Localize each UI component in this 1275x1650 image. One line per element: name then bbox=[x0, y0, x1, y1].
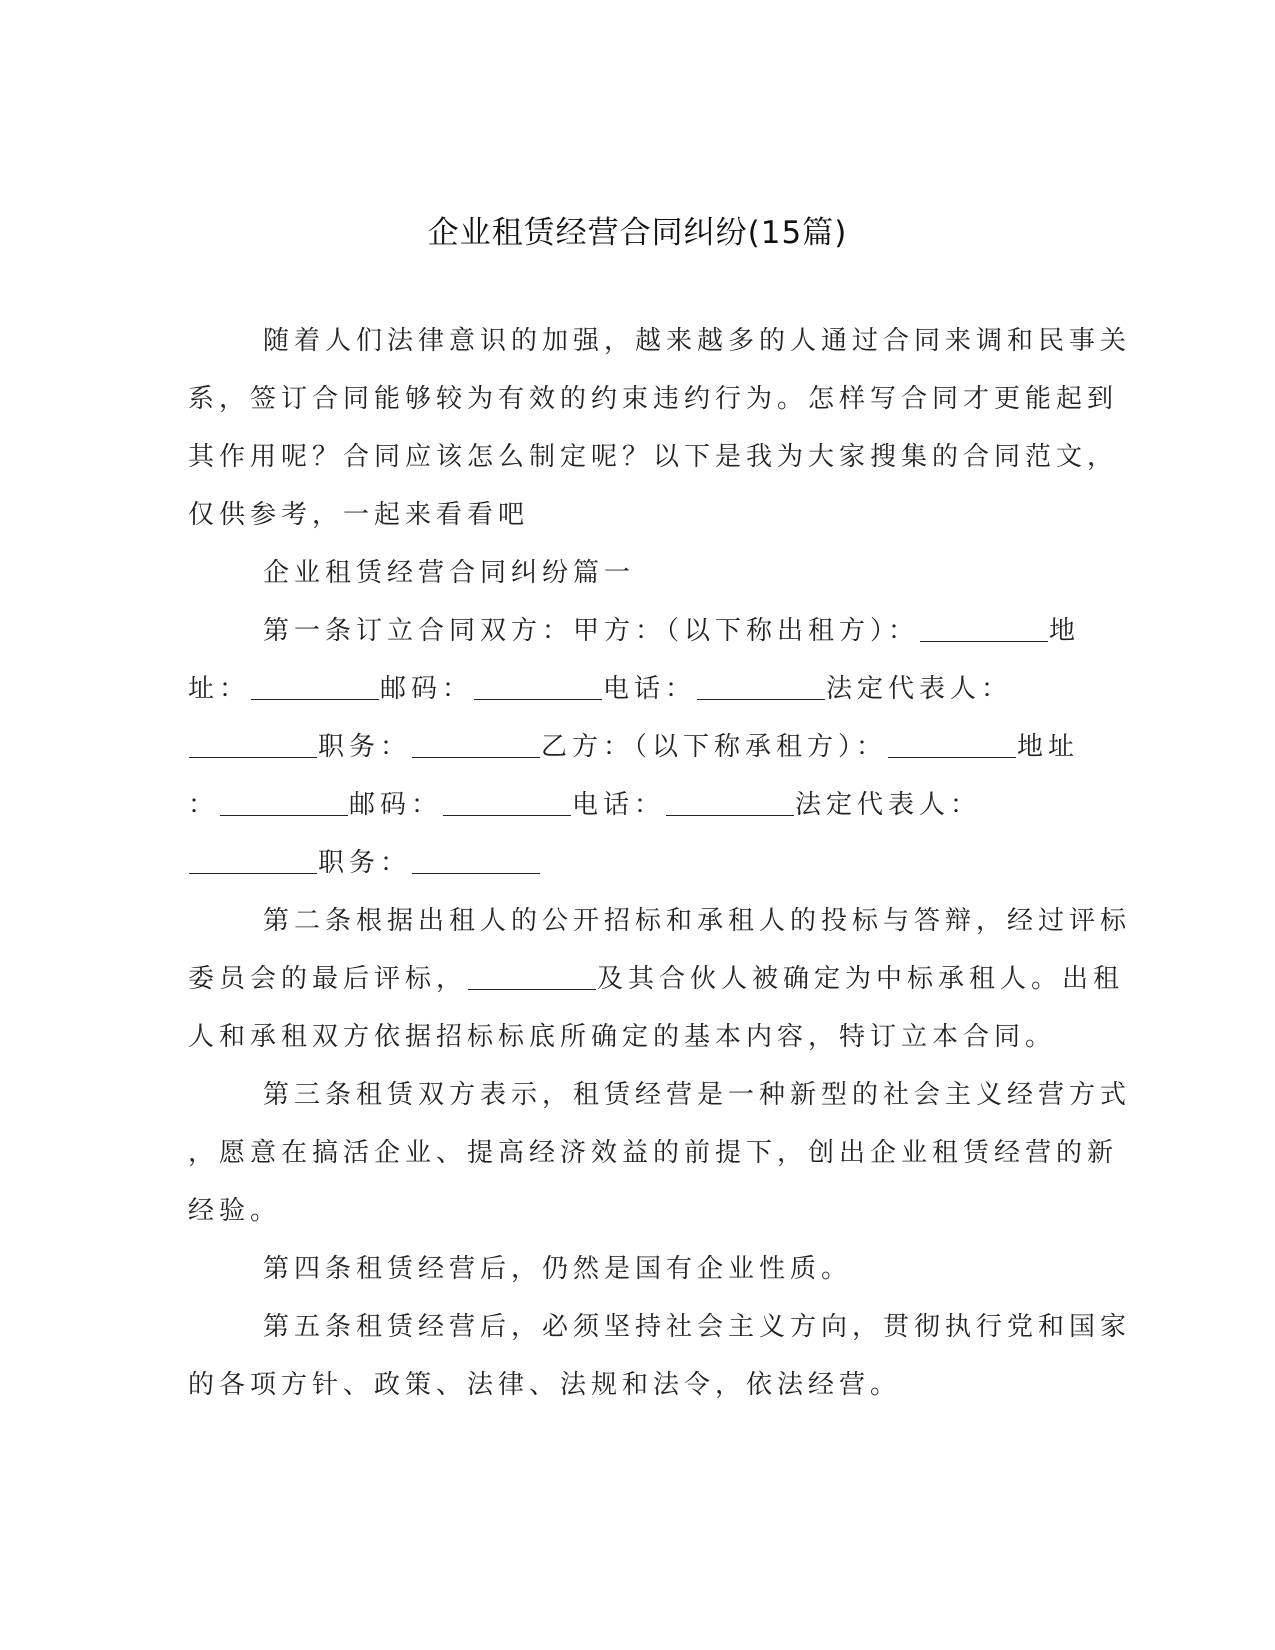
article-1-text: 乙方：（以下称承租方）： bbox=[541, 732, 888, 762]
article-1-text: 职务： bbox=[318, 848, 412, 878]
article-1-line-1 bbox=[263, 610, 1080, 647]
fill-blank[interactable] bbox=[666, 789, 794, 816]
article-2-text: 委员会的最后评标， bbox=[188, 964, 468, 994]
article-1-text: 法定代表人： bbox=[826, 674, 1013, 704]
article-1-text: 职务： bbox=[318, 732, 412, 762]
intro-line-3: 其作用呢？合同应该怎么制定呢？以下是我为大家搜集的合同范文， bbox=[188, 442, 1119, 472]
fill-blank[interactable] bbox=[468, 963, 596, 990]
article-1-text: 第一条订立合同双方：甲方：（以下称出租方）： bbox=[263, 616, 920, 646]
article-3-line-3: 经验。 bbox=[188, 1196, 282, 1226]
article-3-line-1: 第三条租赁双方表示，租赁经营是一种新型的社会主义经营方式 bbox=[263, 1080, 1132, 1110]
article-1-text: 地 bbox=[1049, 616, 1081, 646]
fill-blank[interactable] bbox=[251, 673, 379, 700]
article-2-line-2 bbox=[188, 958, 1124, 995]
article-1-line-4 bbox=[188, 784, 981, 821]
article-2-line-3: 人和承租双方依据招标标底所确定的基本内容，特订立本合同。 bbox=[188, 1022, 1057, 1052]
article-1-line-3 bbox=[188, 726, 1079, 763]
fill-blank[interactable] bbox=[443, 789, 571, 816]
fill-blank[interactable] bbox=[412, 731, 540, 758]
article-5-line-1: 第五条租赁经营后，必须坚持社会主义方向，贯彻执行党和国家 bbox=[263, 1312, 1132, 1342]
fill-blank[interactable] bbox=[412, 847, 540, 874]
article-2-text: 及其合伙人被确定为中标承租人。出租 bbox=[597, 964, 1125, 994]
article-2-line-1: 第二条根据出租人的公开招标和承租人的投标与答辩，经过评标 bbox=[263, 906, 1132, 936]
article-1-text: ： bbox=[188, 790, 220, 820]
article-1-text: 邮码： bbox=[380, 674, 474, 704]
fill-blank[interactable] bbox=[697, 673, 825, 700]
article-5-line-2: 的各项方针、政策、法律、法规和法令，依法经营。 bbox=[188, 1370, 902, 1400]
document-title: 企业租赁经营合同纠纷(15篇) bbox=[427, 215, 848, 251]
article-3-line-2: ，愿意在搞活企业、提高经济效益的前提下，创出企业租赁经营的新 bbox=[188, 1138, 1119, 1168]
section-heading: 企业租赁经营合同纠纷篇一 bbox=[263, 558, 636, 588]
intro-line-4: 仅供参考，一起来看看吧 bbox=[188, 500, 530, 530]
intro-line-1: 随着人们法律意识的加强，越来越多的人通过合同来调和民事关 bbox=[263, 326, 1132, 356]
article-1-text: 电话： bbox=[603, 674, 697, 704]
article-1-line-5 bbox=[188, 842, 541, 879]
article-1-text: 邮码： bbox=[349, 790, 443, 820]
article-1-text: 电话： bbox=[572, 790, 666, 820]
fill-blank[interactable] bbox=[888, 731, 1016, 758]
fill-blank[interactable] bbox=[920, 615, 1048, 642]
fill-blank[interactable] bbox=[189, 731, 317, 758]
intro-line-2: 系，签订合同能够较为有效的约束违约行为。怎样写合同才更能起到 bbox=[188, 384, 1119, 414]
fill-blank[interactable] bbox=[189, 847, 317, 874]
article-4-line-1: 第四条租赁经营后，仍然是国有企业性质。 bbox=[263, 1254, 853, 1284]
article-1-text: 地址 bbox=[1017, 732, 1080, 762]
fill-blank[interactable] bbox=[220, 789, 348, 816]
fill-blank[interactable] bbox=[474, 673, 602, 700]
article-1-text: 法定代表人： bbox=[795, 790, 982, 820]
article-1-text: 址： bbox=[188, 674, 251, 704]
article-1-line-2 bbox=[188, 668, 1012, 705]
